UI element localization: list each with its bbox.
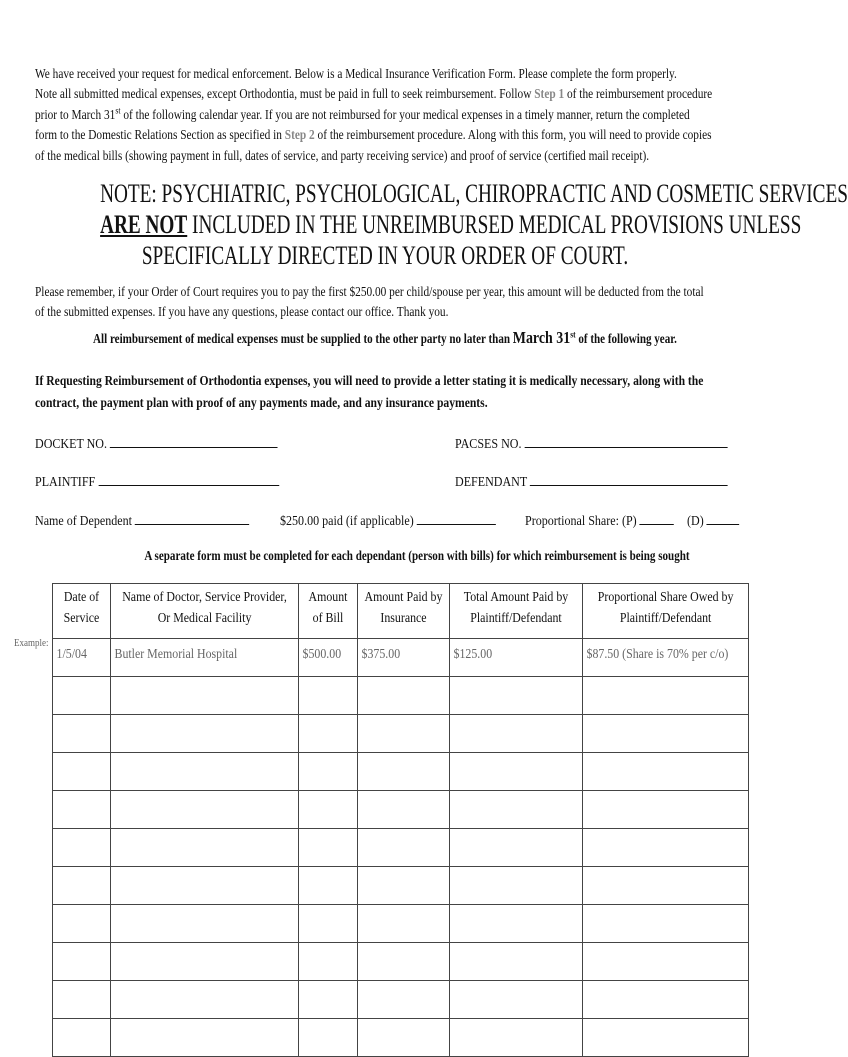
table-row	[53, 943, 749, 981]
plaintiff-label: PLAINTIFF	[35, 475, 96, 490]
header-text: Name of Doctor, Service Provider,	[122, 589, 287, 604]
header-text: Amount Paid by	[364, 589, 443, 604]
example-value: $87.50 (Share is 70% per c/o)	[586, 646, 729, 661]
pacses-label: PACSES NO.	[455, 437, 522, 452]
deadline-date: March 31	[512, 328, 571, 347]
example-value: 1/5/04	[56, 646, 87, 661]
table-cell[interactable]	[583, 791, 749, 829]
intro-line	[35, 125, 712, 145]
deadline-text: of the following year.	[575, 331, 677, 346]
step-2-reference: Step 2	[284, 127, 315, 143]
table-cell[interactable]	[53, 867, 111, 905]
header-text: of Bill	[312, 610, 344, 625]
pacses-field	[455, 434, 727, 453]
table-cell[interactable]	[53, 1019, 111, 1057]
table-cell[interactable]	[299, 715, 358, 753]
expense-table	[52, 583, 749, 1057]
table-row	[53, 905, 749, 943]
table-cell[interactable]	[111, 753, 299, 791]
table-cell[interactable]	[358, 867, 450, 905]
table-cell[interactable]	[111, 867, 299, 905]
plaintiff-input[interactable]	[98, 472, 279, 486]
table-cell[interactable]	[358, 1019, 450, 1057]
table-cell[interactable]	[53, 943, 111, 981]
column-header-provider	[111, 584, 299, 639]
note-line: NOTE: PSYCHIATRIC, PSYCHOLOGICAL, CHIROPRACTIC AND COSMETIC SERVICES	[100, 179, 848, 208]
column-header-total-paid	[450, 584, 583, 639]
table-cell[interactable]	[53, 753, 111, 791]
share-defendant-input[interactable]	[707, 511, 740, 525]
table-cell[interactable]	[111, 981, 299, 1019]
table-header-row	[53, 584, 749, 639]
table-cell[interactable]	[450, 791, 583, 829]
table-cell[interactable]	[53, 905, 111, 943]
remember-line: of the submitted expenses. If you have any questions, please contact our office. Thank you.	[35, 304, 449, 320]
are-not-emphasis: ARE NOT	[100, 210, 188, 239]
table-cell[interactable]	[583, 715, 749, 753]
header-text: Or Medical Facility	[157, 610, 252, 625]
example-value: Butler Memorial Hospital	[114, 646, 238, 661]
intro-line	[35, 84, 713, 104]
table-cell[interactable]	[450, 905, 583, 943]
table-cell[interactable]	[358, 715, 450, 753]
share-defendant-label: (D)	[687, 514, 704, 529]
example-cell	[583, 639, 749, 677]
table-cell[interactable]	[450, 715, 583, 753]
remember-line: Please remember, if your Order of Court requires you to pay the first $250.00 per child/spouse per year, this amount will be deducted from the total	[35, 284, 704, 299]
table-cell[interactable]	[53, 981, 111, 1019]
orthodontia-line: contract, the payment plan with proof of any payments made, and any insurance payments.	[35, 395, 488, 410]
header-text: Plaintiff/Defendant	[470, 610, 562, 625]
dependent-label: Name of Dependent	[35, 514, 132, 529]
table-row	[53, 753, 749, 791]
remember-paragraph	[35, 282, 704, 323]
table-cell[interactable]	[299, 981, 358, 1019]
table-row	[53, 791, 749, 829]
table-cell[interactable]	[111, 829, 299, 867]
table-cell[interactable]	[299, 905, 358, 943]
table-cell[interactable]	[299, 753, 358, 791]
dependent-input[interactable]	[135, 511, 249, 525]
table-cell[interactable]	[53, 715, 111, 753]
table-cell[interactable]	[358, 905, 450, 943]
proportional-share-field	[525, 511, 739, 530]
intro-line: of the medical bills (showing payment in full, dates of service, and party receiving service) and proof of service (certified mail receipt).	[35, 147, 650, 163]
table-cell[interactable]	[583, 943, 749, 981]
defendant-input[interactable]	[530, 472, 728, 486]
table-cell[interactable]	[299, 867, 358, 905]
example-value: $125.00	[453, 646, 493, 661]
docket-field	[35, 434, 278, 453]
deadline-text: All reimbursement of medical expenses must be supplied to the other party no later than	[93, 331, 513, 346]
table-cell[interactable]	[450, 981, 583, 1019]
table-cell[interactable]	[111, 905, 299, 943]
table-cell[interactable]	[450, 867, 583, 905]
intro-text: of the following calendar year. If you are not reimbursed for your medical expenses in a timely manner, return the completed	[120, 106, 690, 122]
intro-text: of the reimbursement procedure	[564, 86, 713, 102]
table-cell[interactable]	[450, 943, 583, 981]
table-row	[53, 1019, 749, 1057]
table-cell[interactable]	[450, 677, 583, 715]
orthodontia-paragraph	[35, 370, 704, 414]
table-cell[interactable]	[450, 829, 583, 867]
table-row	[53, 867, 749, 905]
step-1-reference: Step 1	[534, 86, 565, 102]
table-cell[interactable]	[111, 943, 299, 981]
example-cell	[111, 639, 299, 677]
table-cell[interactable]	[583, 905, 749, 943]
table-cell[interactable]	[299, 677, 358, 715]
intro-paragraph	[35, 64, 713, 166]
table-row	[53, 715, 749, 753]
table-cell[interactable]	[583, 981, 749, 1019]
table-cell[interactable]	[111, 791, 299, 829]
table-cell[interactable]	[53, 677, 111, 715]
table-row	[53, 981, 749, 1019]
header-text: Plaintiff/Defendant	[619, 610, 712, 625]
example-value: $375.00	[361, 646, 401, 661]
note-line: SPECIFICALLY DIRECTED IN YOUR ORDER OF COURT.	[141, 241, 629, 270]
orthodontia-line: If Requesting Reimbursement of Orthodontia expenses, you will need to provide a letter stating it is medically necessary, along with the	[35, 373, 704, 388]
table-cell[interactable]	[53, 829, 111, 867]
share-plaintiff-input[interactable]	[640, 511, 674, 525]
table-cell[interactable]	[53, 791, 111, 829]
table-cell[interactable]	[583, 867, 749, 905]
intro-line	[35, 105, 690, 125]
ordinal-suffix: st	[570, 329, 576, 340]
header-text: Amount	[308, 589, 348, 604]
note-line	[100, 209, 802, 240]
header-text: Service	[63, 610, 100, 625]
deductible-paid-input[interactable]	[417, 511, 496, 525]
separate-form-note: A separate form must be completed for each dependant (person with bills) for which reimbursement is being sought	[144, 548, 690, 563]
column-header-date	[53, 584, 111, 639]
header-text: Insurance	[380, 610, 427, 625]
column-header-amount	[299, 584, 358, 639]
ordinal-suffix: st	[115, 105, 121, 116]
table-cell[interactable]	[111, 677, 299, 715]
intro-text: Note all submitted medical expenses, except Orthodontia, must be paid in full to seek reimbursement. Follow	[35, 86, 535, 102]
table-cell[interactable]	[583, 1019, 749, 1057]
header-text: Total Amount Paid by	[463, 589, 569, 604]
table-cell[interactable]	[111, 1019, 299, 1057]
table-cell[interactable]	[358, 677, 450, 715]
example-value: $500.00	[302, 646, 342, 661]
intro-text: of the reimbursement procedure. Along with this form, you will need to provide copies	[314, 127, 712, 143]
docket-input[interactable]	[110, 434, 278, 448]
example-cell	[358, 639, 450, 677]
table-row	[53, 677, 749, 715]
plaintiff-field	[35, 472, 279, 491]
example-cell	[450, 639, 583, 677]
table-cell[interactable]	[450, 1019, 583, 1057]
example-row	[53, 639, 749, 677]
table-cell[interactable]	[358, 753, 450, 791]
table-cell[interactable]	[358, 791, 450, 829]
table-cell[interactable]	[583, 753, 749, 791]
defendant-label: DEFENDANT	[455, 475, 528, 490]
deductible-paid-label: $250.00 paid (if applicable)	[280, 514, 414, 529]
table-cell[interactable]	[299, 1019, 358, 1057]
table-cell[interactable]	[450, 753, 583, 791]
table-cell[interactable]	[358, 981, 450, 1019]
deadline-statement	[69, 328, 700, 348]
column-header-insurance	[358, 584, 450, 639]
table-cell[interactable]	[358, 829, 450, 867]
table-cell[interactable]	[583, 829, 749, 867]
table-cell[interactable]	[583, 677, 749, 715]
table-row	[53, 829, 749, 867]
header-text: Proportional Share Owed by	[597, 589, 734, 604]
note-text: INCLUDED IN THE UNREIMBURSED MEDICAL PROVISIONS UNLESS	[187, 210, 802, 239]
table-cell[interactable]	[111, 715, 299, 753]
table-cell[interactable]	[358, 943, 450, 981]
example-cell	[299, 639, 358, 677]
docket-label: DOCKET NO.	[35, 437, 108, 452]
deductible-paid-field	[280, 511, 496, 530]
header-text: Date of	[63, 589, 100, 604]
intro-text: prior to March 31	[35, 106, 116, 122]
table-cell[interactable]	[299, 943, 358, 981]
intro-line: We have received your request for medical enforcement. Below is a Medical Insurance Verification Form. Please complete the form properly.	[35, 66, 677, 81]
pacses-input[interactable]	[524, 434, 727, 448]
example-cell	[53, 639, 111, 677]
share-plaintiff-label: Proportional Share: (P)	[525, 514, 637, 529]
intro-text: form to the Domestic Relations Section as specified in	[35, 127, 285, 143]
dependent-field	[35, 511, 249, 530]
note-heading	[100, 178, 848, 271]
table-cell[interactable]	[299, 829, 358, 867]
column-header-share-owed	[583, 584, 749, 639]
example-label: Example:	[14, 638, 49, 649]
defendant-field	[455, 472, 728, 491]
table-cell[interactable]	[299, 791, 358, 829]
